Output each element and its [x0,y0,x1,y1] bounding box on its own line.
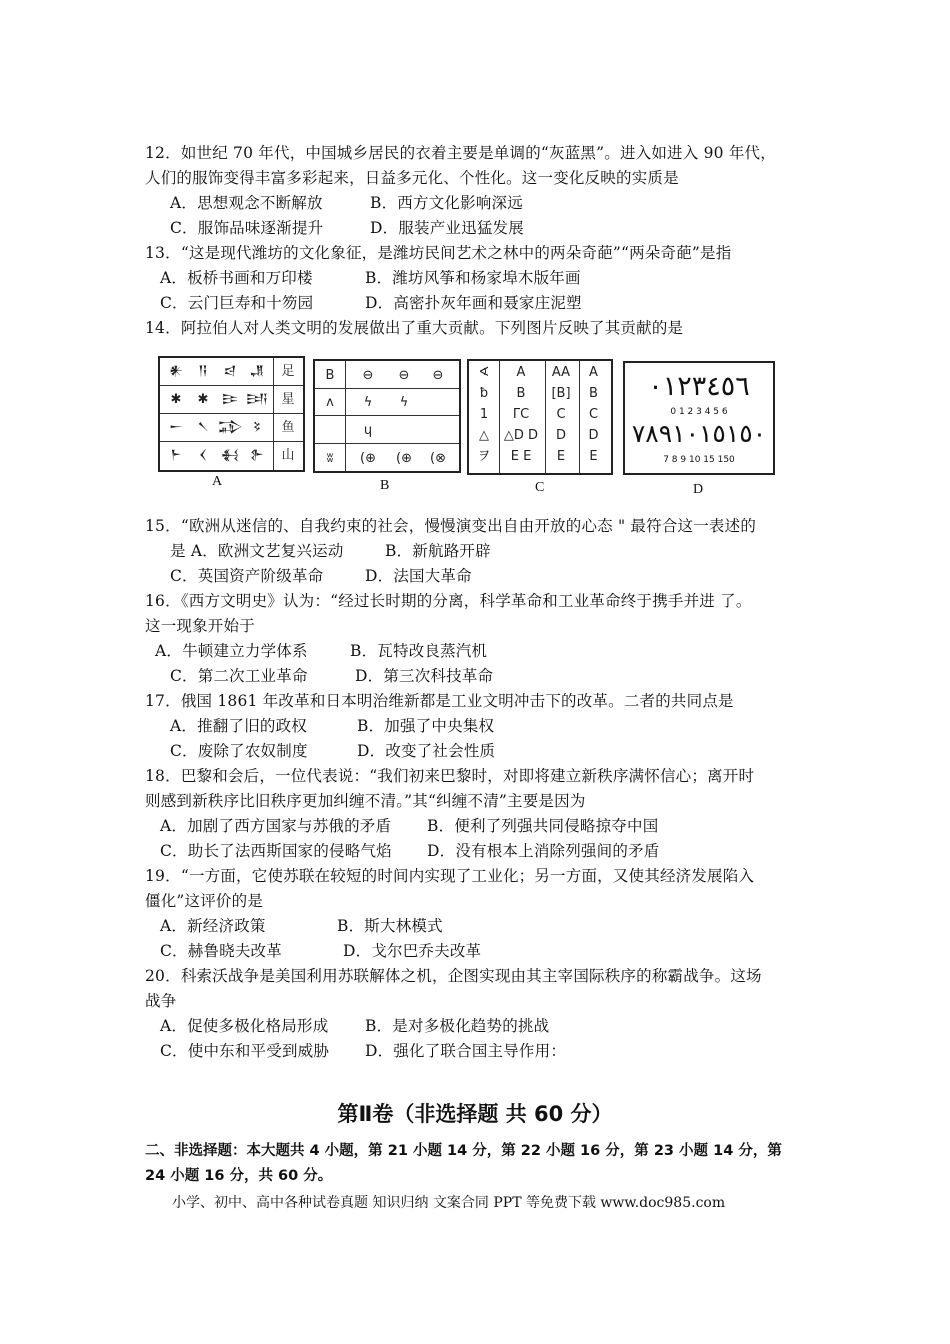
q18-option-d: D．没有根本上消除列强间的矛盾 [427,842,660,860]
q12-stem-line1: 12．如世纪 70 年代，中国城乡居民的衣着主要是单调的“灰蓝黑”。进入如进入 90 年代， [145,144,776,162]
figure-b-glyph: (⊗ [430,451,446,466]
q20-stem-line2: 战争 [145,992,177,1010]
q16-option-c: C．第二次工业革命 [170,667,308,685]
figure-c-label: C [535,480,545,495]
q12-stem-line2: 人们的服饰变得丰富多彩起来，日益多元化、个性化。这一变化反映的实质是 [145,169,679,187]
q13-option-d: D．高密扑灰年画和聂家庄泥塑 [365,294,582,312]
q20-option-b: B．是对多极化趋势的挑战 [365,1017,550,1035]
figure-b-glyph: B [325,368,335,383]
figure-c-glyph: A [589,365,598,380]
q19-option-a: A．新经济政策 [160,917,266,935]
figure-a-glyph: 𒅀 [245,392,269,407]
figure-b-label: B [380,478,390,493]
figure-b-glyph: ʌ [326,395,334,410]
figure-a-glyph: 𒀀 [198,364,208,379]
figure-a-glyph: ✱ [197,392,209,407]
page-footer: 小学、初中、高中各种试卷真题 知识归纳 文案合同 PPT 等免费下载 www.doc985.com [172,1195,726,1211]
figure-a-cuneiform-table [158,356,305,472]
q20-stem-line1: 20．科索沃战争是美国利用苏联解体之机，企图实现由其主宰国际秩序的称霸战争。这场 [145,967,762,985]
q20-option-d: D．强化了联合国主导作用： [365,1042,567,1060]
figure-c-glyph: ∢ [478,365,490,380]
q12-option-c: C．服饰品味逐渐提升 [170,219,324,237]
figure-b-glyph: ɥ [363,423,373,438]
figure-a-glyph: 𒈨 [170,448,182,463]
q14-stem: 14．阿拉伯人对人类文明的发展做出了重大贡献。下列图片反映了其贡献的是 [145,319,684,337]
section-intro-line2: 24 小题 16 分，共 60 分。 [145,1168,333,1184]
q18-option-a: A．加剧了西方国家与苏俄的矛盾 [160,817,392,835]
figure-c-glyph: E [556,449,566,464]
q16-option-a: A．牛顿建立力学体系 [155,642,308,660]
q15-stem: 15．“欧洲从迷信的、自我约束的社会，慢慢演变出自由开放的心态 " 最符合这一表述的 [145,517,757,535]
q17-stem: 17．俄国 1861 年改革和日本明治维新都是工业文明冲击下的改革。二者的共同点是 [145,692,734,710]
q18-option-c: C．助长了法西斯国家的侵略气焰 [160,842,392,860]
figure-c-glyph: ƀ [479,386,489,401]
figure-d-arabic-numerals [623,361,775,475]
figure-c-glyph: D [588,428,599,443]
figure-b-glyph: ϟ [399,395,409,410]
section-intro-line1: 二、非选择题：本大题共 4 小题，第 21 小题 14 分，第 22 小题 16 分，第 23 小题 14 分，第 [145,1143,782,1159]
q19-option-b: B．斯大林模式 [337,917,443,935]
figure-a-glyph: 𒌋 [198,448,208,463]
figure-d-label: D [693,482,704,497]
figure-a-glyph: 𒁉 [218,420,243,435]
q13-stem: 13．“这是现代潍坊的文化象征，是潍坊民间艺术之林中的两朵奇葩”“两朵奇葩”是指 [145,244,732,262]
figure-a-glyph: 𒄿 [221,392,239,407]
q20-option-a: A．促使多极化格局形成 [160,1017,329,1035]
figure-c-glyph: E [589,449,598,464]
figure-b-glyph: ⊖ [432,368,444,383]
q12-option-a: A．思想观念不断解放 [170,194,323,212]
q20-option-c: C．使中东和平受到威胁 [160,1042,330,1060]
q16-option-b: B．瓦特改良蒸汽机 [350,642,488,660]
q19-option-c: C．赫鲁晓夫改革 [160,942,282,960]
q18-stem-line2: 则感到新秩序比旧秩序更加纠缠不清。”其“纠缠不清”主要是因为 [145,792,586,810]
q17-option-c: C．废除了农奴制度 [170,742,308,760]
q16-stem-line1: 16．《西方文明史》认为：“经过长时期的分离，科学革命和工业革命终于携手并进 了。 [145,592,752,610]
figure-a-glyph: 𒂗 [249,364,265,379]
figure-a-label: A [212,474,223,489]
q13-option-b: B．潍坊风筝和杨家埠木版年画 [365,269,581,287]
figure-a-glyph: 𒀹 [197,420,209,435]
figure-c-glyph: B [589,386,598,401]
figure-d-top-numbers: 0 1 2 3 4 5 6 [670,407,728,417]
figure-c-glyph: △D D [503,428,539,443]
q19-stem-line2: 僵化”这评价的是 [145,892,264,910]
q17-option-b: B．加强了中央集权 [357,717,495,735]
figure-c-glyph: C [556,407,566,422]
figure-d-top-glyphs: ٠١٢٣٤٥٦ [648,371,750,402]
figure-b-glyph: (⊕ [396,451,412,466]
figure-c-glyph: C [588,407,599,422]
figure-a-glyph: 𒂟 [252,420,262,435]
q16-option-d: D．第三次科技革命 [355,667,494,685]
figure-d-bottom-glyphs: ٧٨٩١٠١٥١٥٠ [631,419,767,448]
figure-c-glyph: A [516,365,526,380]
q15-option-c: C．英国资产阶级革命 [170,567,324,585]
q19-stem-line1: 19．“一方面，它使苏联在较短的时间内实现了工业化；另一方面，又使其经济发展陷入 [145,867,755,885]
figure-a-glyph: 足 [281,364,295,379]
figure-a-glyph: 𒈬 [220,448,240,463]
q18-stem-line1: 18．巴黎和会后，一位代表说：“我们初来巴黎时，对即将建立新秩序满怀信心；离开时 [145,767,755,785]
q15-option-d: D．法国大革命 [365,567,472,585]
figure-c-glyph: AA [551,365,571,380]
q17-option-d: D．改变了社会性质 [357,742,496,760]
q12-option-b: B．西方文化影响深远 [370,194,523,212]
figure-a-glyph: 𒉿 [250,448,264,463]
q19-option-d: D．戈尔巴乔夫改革 [343,942,482,960]
q12-option-d: D．服装产业迅猛发展 [370,219,524,237]
figure-c-glyph: △ [479,428,489,443]
q13-option-c: C．云门巨寿和十笏园 [160,294,314,312]
figure-a-glyph: 𒀸 [169,420,183,435]
figure-b-glyph: ʬ [326,451,334,466]
q18-option-b: B．便利了列强共同侵略掠夺中国 [427,817,659,835]
figure-b-glyph: ϟ [363,395,373,410]
figure-a-glyph: 星 [281,392,295,407]
q15-option-b: B．新航路开辟 [385,542,491,560]
figure-d-bottom-numbers: 7 8 9 10 15 150 [663,455,735,465]
q15-option-a: 是 A．欧洲文艺复兴运动 [170,542,344,560]
q16-stem-line2: 这一现象开始于 [145,617,255,635]
section-title: 第Ⅱ卷（非选择题 共 60 分） [337,1102,613,1126]
figure-c-glyph: B [516,386,526,401]
figure-b-glyph: (⊕ [360,451,376,466]
figure-a-glyph: 山 [281,448,295,463]
figure-b-glyph: ⊖ [398,368,410,383]
figure-c-glyph: ヲ [477,449,491,464]
figure-b-glyph: ⊖ [362,368,374,383]
figure-c-glyph: D [555,428,566,443]
figure-c-glyph: ΓC [512,407,530,422]
figure-c-glyph: E E [510,449,532,464]
figure-c-glyph: 1 [479,407,489,422]
figure-a-glyph: 𒁀 [223,364,237,379]
q17-option-a: A．推翻了旧的政权 [170,717,307,735]
figure-a-glyph: ✱ [170,392,182,407]
figure-a-glyph: 鱼 [281,420,295,435]
figure-b-alphabet-table [313,359,461,473]
q13-option-a: A．板桥书画和万印楼 [160,269,313,287]
figure-a-glyph: 𒀭 [169,364,183,379]
figure-c-glyph: [B] [551,386,571,401]
